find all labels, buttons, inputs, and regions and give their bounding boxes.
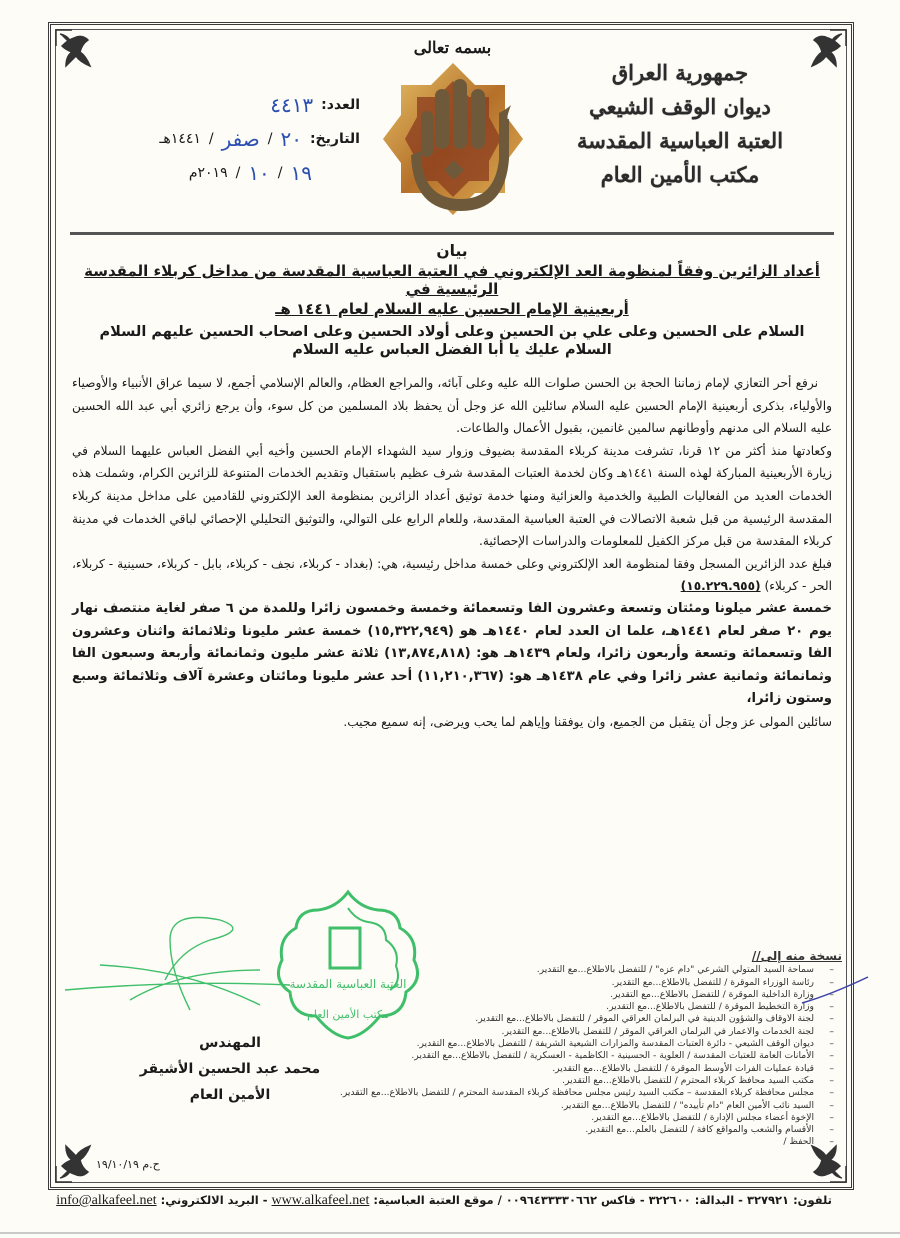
header-line: ديوان الوقف الشيعي: [589, 94, 771, 119]
cc-item: – الحفظ /: [282, 1136, 842, 1148]
greg-day: ١٩: [290, 161, 312, 185]
cc-item: – السيد نائب الأمين العام "دام تأييده" / للتفضل بالاطلاع...مع التقدير.: [282, 1100, 842, 1112]
signatory-name: محمد عبد الحسين الأشيقر: [139, 1061, 321, 1077]
corner-ornament-icon: [804, 26, 850, 72]
header-line: مكتب الأمين العام: [600, 162, 760, 187]
number-label: العدد:: [321, 97, 360, 113]
cc-item: – الأمانات العامة للعتبات المقدسة / العلوية - الحسينية - الكاظمية - العسكرية / للتفضل بالاطلاع...مع التقدير.: [282, 1050, 842, 1062]
greg-year: ٢٠١٩م: [188, 165, 228, 181]
cc-list: [282, 950, 842, 1149]
cc-item: – وزارة الداخلية الموقرة / للتفضل بالاطلاع...مع التقدير.: [282, 989, 842, 1001]
statement-body: [72, 240, 832, 734]
website-link[interactable]: www.alkafeel.net: [271, 1193, 370, 1208]
corner-ornament-icon: [52, 26, 98, 72]
cc-item: – الإخوة أعضاء مجلس الإدارة / للتفضل بالاطلاع...مع التقدير.: [282, 1112, 842, 1124]
email-link[interactable]: info@alkafeel.net: [56, 1193, 157, 1208]
shrine-logo-icon: [383, 59, 523, 219]
cc-item: – مكتب السيد محافظ كربلاء المحترم / للتفضل بالاطلاع...مع التقدير.: [282, 1075, 842, 1087]
pen-stroke-icon: [800, 975, 870, 1005]
header-line: العتبة العباسية المقدسة: [576, 128, 784, 153]
statement-heading: بيان: [436, 242, 468, 260]
hijri-date: التاريخ: ٢٠ / صفر / ١٤٤١هـ: [170, 122, 360, 156]
handwritten-signature-icon: [60, 910, 300, 1020]
bismillah: بسمه تعالى: [413, 38, 492, 57]
salutation-2: السلام عليك يا أبا الفضل العباس عليه السلام: [292, 342, 612, 358]
footer-phones: تلفون: ٣٢٧٩٢١ - البدالة: ٣٢٢٦٠٠ - فاكس ٠٠٩٦٤٣٣٣٣٠٦٦٢ / موقع العتبة العباسية:: [373, 1193, 832, 1207]
header-divider: [70, 232, 834, 235]
cc-item: – لجنة الاوقاف والشؤون الدينية في البرلمان العراقي الموقر / للتفضل بالاطلاع...مع التقدير.: [282, 1013, 842, 1025]
paragraph-services: وكعادتها منذ أكثر من ١٢ قرنا، تشرفت مدينة كربلاء المقدسة بضيوف وزوار سيد الشهداء الإمام الحسين وأخيه أبي الفضل العباس عليهما السلام في زيارة الأربعينية المباركة لهذه السنة ١٤٤١هـ وكان لخدمة العتبات المقدسة شرف عظيم باستقبال وتقديم الخدمات المتنوعة للزائرين الكرام، وشملت هذه الخدمات العديد من الفعاليات الطبية والخدمية والعزائية ومنها خدمة توثيق أعداد الزائرين بمنظومة العد الإلكتروني للقادمين على مداخل مدينة كربلاء المقدسة الرئيسية من قبل شعبة الاتصالات في العتبة العباسية المقدسة، وللعام الرابع على التوالي، والتوثيق التحليلي الإحصائي لباقي الخدمات في مدينة كربلاء المقدسة من قبل مركز الكفيل للمعلومات والدراسات الإحصائية.: [72, 443, 832, 549]
signatory-title: المهندس: [199, 1035, 261, 1051]
cc-item: – وزارة التخطيط الموقرة / للتفضل بالاطلاع...مع التقدير.: [282, 1001, 842, 1013]
logo-block: [375, 38, 530, 228]
entrances-text: فبلغ عدد الزائرين المسجل وفقا لمنظومة العد الإلكتروني وعلى خمسة مداخل رئيسية، هي: (بغداد - كربلاء، نجف - كربلاء، بابل - كربلاء، حسينية - كربلاء، الحر - كربلاء): [72, 556, 832, 594]
cc-title: نسخة منه إلى//: [751, 949, 842, 963]
statement-title-line2: أربعينية الإمام الحسين عليه السلام لعام ١٤٤١ هـ: [275, 300, 629, 318]
paragraph-entrances: [72, 553, 832, 598]
hijri-day: ٢٠: [280, 127, 302, 151]
header-line: جمهورية العراق: [611, 60, 749, 85]
number-value: ٤٤١٣: [270, 93, 314, 117]
paragraph-closing: سائلين المولى عز وجل أن يتقبل من الجميع، وان يوفقنا وإياهم لما يحب ويرضى، إنه سميع مجيب.: [343, 714, 832, 729]
cc-item: – سماحة السيد المتولي الشرعي "دام عزه" / للتفضل بالاطلاع...مع التقدير.: [282, 964, 842, 976]
salutation-1: السلام على الحسين وعلى علي بن الحسين وعلى أولاد الحسين وعلى اصحاب الحسين عليهم السلام: [99, 324, 805, 340]
cc-item: – قيادة عمليات الفرات الأوسط الموقرة / للتفضل بالاطلاع...مع التقدير.: [282, 1063, 842, 1075]
signatory-role: الأمين العام: [189, 1087, 271, 1103]
svg-text:مكتب الأمين العام: مكتب الأمين العام: [307, 1008, 389, 1021]
page-edge: [0, 1232, 900, 1234]
document-number: [170, 88, 360, 122]
date-label: التاريخ:: [309, 131, 360, 147]
cc-item: – الأقسام والشعب والمواقع كافة / للتفضل بالعلم...مع التقدير.: [282, 1124, 842, 1136]
cc-item: – مجلس محافظة كربلاء المقدسة – مكتب السيد رئيس مجلس محافظة كربلاء المقدسة المحترم / للتفضل بالاطلاع...مع التقدير.: [282, 1087, 842, 1099]
greg-month: ١٠: [248, 161, 270, 185]
cc-item: – ديوان الوقف الشيعي - دائرة العتبات المقدسة والمزارات الشيعية الشريفة / للتفضل بالاطلاع...مع التقدير.: [282, 1038, 842, 1050]
svg-text:العتبة العباسية المقدسة: العتبة العباسية المقدسة: [289, 977, 407, 991]
corner-ornament-icon: [52, 1140, 98, 1186]
cc-item: – رئاسة الوزراء الموقرة / للتفضل بالاطلاع...مع التقدير.: [282, 977, 842, 989]
reference-code: ح.م ١٩/١٠/١٩: [96, 1158, 160, 1171]
statement-title-line1: أعداد الزائرين وفقاً لمنظومة العد الإلكتروني في العتبة العباسية المقدسة من مداخل كربلاء المقدسة الرئيسية في: [84, 262, 820, 298]
institution-header: [570, 56, 790, 192]
gregorian-date: ١٩ / ١٠ / ٢٠١٩م: [170, 156, 360, 190]
paragraph-counts: خمسة عشر ميلونا ومئتان وتسعة وعشرون الفا وتسعمائة وخمسة وخمسون زائرا وللمدة من ٦ صفر لغاية منتصف نهار يوم ٢٠ صفر لعام ١٤٤١هـ، علما ان العدد لعام ١٤٤٠هـ هو (١٥,٣٢٢,٩٤٩) خمسة عشر مليونا وثلاثمائة واثنان وعشرون الفا وتسعمائة وتسعة وأربعون زائرا، ولعام ١٤٣٩هـ هو: (١٣,٨٧٤,٨١٨) ثلاثة عشر مليون وثمانمائة وأربعة وسبعون الفا وثمانمائة وثمانية عشر زائرا وفي عام ١٤٣٨هـ هو: (١١,٢١٠,٣٦٧) أحد عشر مليونا ومائتان وعشرة آلاف وثلاثمائة وسبع وستون زائرا،: [72, 600, 833, 707]
hijri-year: ١٤٤١هـ: [159, 131, 201, 147]
total-count: (١٥.٢٢٩.٩٥٥): [680, 579, 761, 594]
contact-footer: [56, 1193, 832, 1209]
paragraph-condolence: نرفع أحر التعازي لإمام زماننا الحجة بن الحسن صلوات الله عليه وعلى آبائه، والمراجع العظام، والعالم الإسلامي أجمع، لا سيما عراق الأنبياء والأوصياء والأولياء، بذكرى أربعينية الإمام الحسين عليه السلام سائلين الله عز وجل أن يحفظ بلاد المسلمين من كل سوء، وأن يرجع زائري أبي عبد الله الحسين عليه السلام الى مدنهم وأوطانهم سالمين غانمين، بقبول الأعمال والطاعات.: [72, 376, 832, 436]
hijri-month: صفر: [221, 127, 260, 151]
reference-block: [159, 88, 360, 190]
cc-item: – لجنة الخدمات والاعمار في البرلمان العراقي الموقر / للتفضل بالاطلاع...مع التقدير.: [282, 1026, 842, 1038]
email-label: - البريد الالكتروني:: [160, 1193, 268, 1207]
